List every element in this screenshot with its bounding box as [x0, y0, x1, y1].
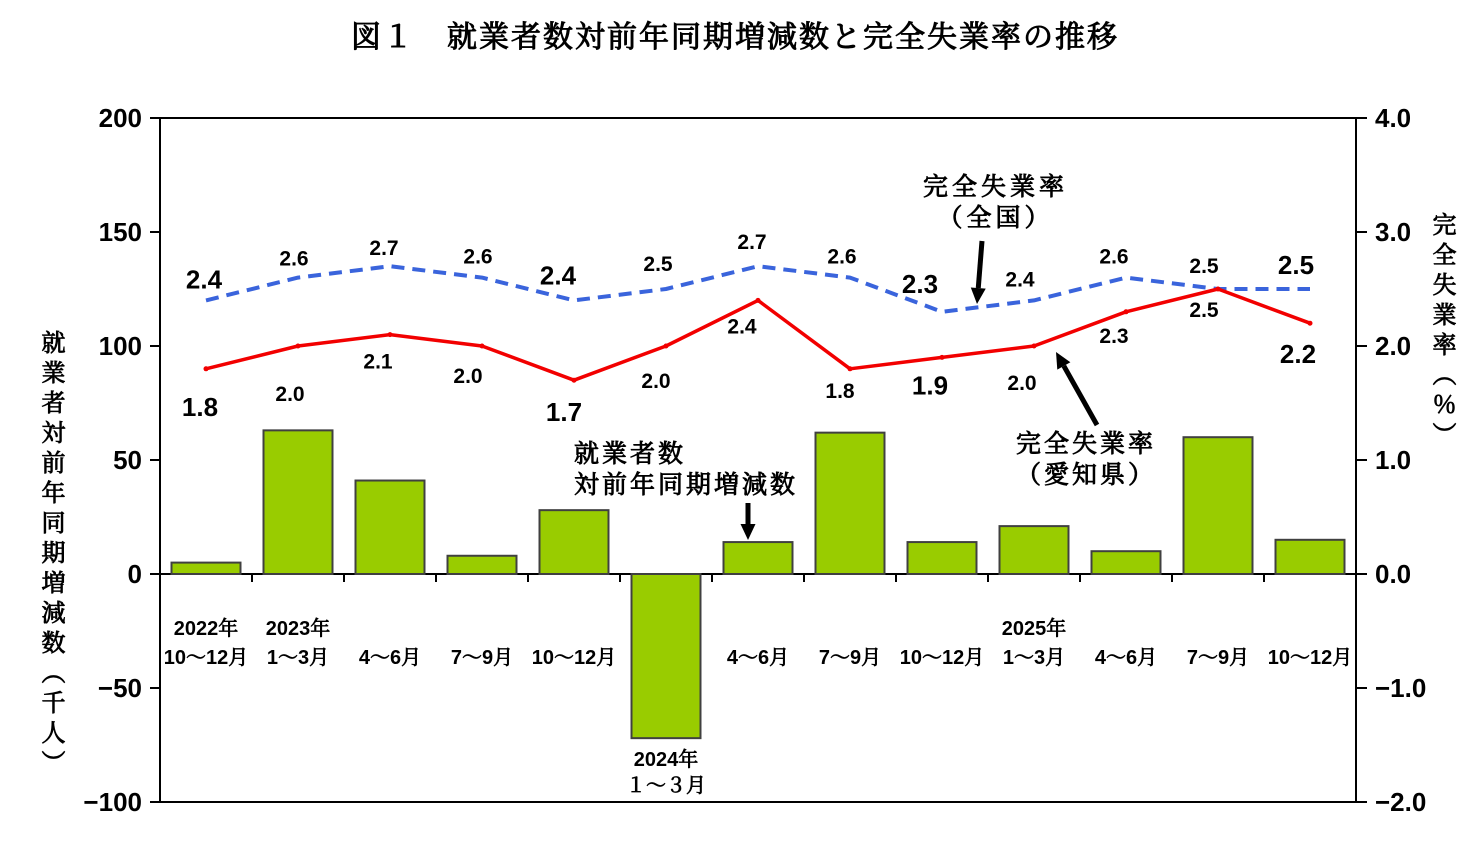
aichi-line-marker [204, 366, 209, 371]
national-value-label: 2.7 [369, 237, 399, 261]
x-axis-quarter-label: 1～3月 [266, 647, 330, 669]
x-axis-quarter-label: 10～12月 [163, 647, 249, 669]
employment-change-bar [724, 542, 793, 574]
employment-change-bar [908, 542, 977, 574]
national-value-label: 2.6 [1099, 245, 1129, 269]
aichi-value-label: 2.3 [1099, 324, 1129, 348]
left-axis-tick-label: 0 [127, 559, 142, 589]
chart-title: 図１ 就業者数対前年同期増減数と完全失業率の推移 [351, 21, 1119, 54]
x-axis-quarter-label: 4～6月 [358, 647, 422, 669]
x-axis-year-label: 2022年 [173, 618, 239, 640]
x-axis-year-label: 2023年 [265, 618, 331, 640]
annotation-aichi-unemployment [997, 429, 1175, 491]
employment-change-bar [1092, 551, 1161, 574]
aichi-line-marker [940, 355, 945, 360]
aichi-line-marker [388, 332, 393, 337]
national-annotation-arrow [978, 241, 982, 288]
aichi-value-label: 1.9 [911, 370, 949, 401]
aichi-line-marker [1216, 287, 1221, 292]
employment-change-bar [356, 481, 425, 574]
employment-change-bar [540, 510, 609, 574]
left-axis-title: 就業者対前年同期増減数（千人） [37, 330, 64, 780]
left-axis-tick-label: 150 [98, 217, 142, 247]
national-value-label: 2.6 [463, 245, 493, 269]
right-axis-tick-label: −1.0 [1375, 673, 1427, 703]
left-axis-tick-label: −50 [97, 673, 142, 703]
aichi-line-marker [1124, 309, 1129, 314]
aichi-line-marker [1032, 344, 1037, 349]
left-axis-tick-label: 200 [98, 103, 142, 133]
aichi-value-label: 1.8 [181, 391, 219, 422]
x-axis-quarter-label: 4～6月 [1094, 647, 1158, 669]
employment-change-bar [1184, 437, 1253, 574]
aichi-value-label: 2.4 [727, 315, 757, 339]
aichi-value-label: 2.5 [1189, 299, 1219, 322]
right-axis-tick-label: −2.0 [1375, 787, 1427, 817]
right-axis-tick-label: 0.0 [1375, 559, 1412, 589]
employment-change-bar [448, 556, 517, 574]
aichi-line-marker [572, 378, 577, 383]
annotation-aichi-line1: 完全失業率 [1015, 430, 1156, 458]
national-value-label: 2.4 [1005, 268, 1035, 292]
aichi-value-label: 1.8 [825, 379, 855, 403]
annotation-national-line1: 完全失業率 [922, 173, 1068, 201]
right-axis-tick-label: 3.0 [1375, 217, 1412, 247]
x-axis-quarter-label: 7～9月 [1186, 647, 1250, 669]
right-axis-title: 完全失業率（％） [1428, 212, 1455, 452]
national-value-label: 2.4 [539, 260, 577, 291]
x-axis-quarter-label: 10～12月 [1267, 647, 1353, 669]
aichi-value-label: 1.7 [545, 397, 583, 428]
national-value-label: 2.6 [827, 245, 857, 269]
aichi-line-marker [296, 344, 301, 349]
employment-change-bar [816, 433, 885, 574]
aichi-value-label: 2.1 [363, 350, 393, 374]
annotation-aichi-line2: （愛知県） [1015, 461, 1156, 489]
left-axis-tick-label: −100 [83, 787, 142, 817]
x-axis-quarter-label: 7～9月 [450, 647, 514, 669]
employment-change-bar [1000, 526, 1069, 574]
x-axis-year-label: 2025年 [1001, 618, 1067, 640]
aichi-value-label: 2.0 [275, 383, 305, 406]
national-value-label: 2.4 [185, 264, 223, 295]
national-annotation-arrow-head [971, 287, 986, 304]
national-value-label: 2.7 [737, 231, 767, 255]
x-axis-quarter-label: 4～6月 [726, 647, 790, 669]
aichi-value-label: 2.0 [1007, 372, 1037, 395]
x-axis-quarter-label: 1～3月 [1002, 647, 1066, 669]
employment-change-bar [264, 430, 333, 574]
annotation-national-line2: （全国） [937, 204, 1054, 232]
employment-annotation-arrow-head [741, 524, 756, 540]
x-axis-quarter-label: 10～12月 [899, 647, 985, 669]
aichi-line-marker [848, 366, 853, 371]
aichi-line-marker [756, 298, 761, 303]
annotation-employment-line2: 対前年同期増減数 [574, 471, 799, 499]
national-value-label: 2.5 [1189, 255, 1219, 278]
national-value-label: 2.6 [279, 247, 309, 271]
annotation-employment-line1: 就業者数 [574, 440, 687, 468]
aichi-line-marker [1308, 321, 1313, 326]
national-value-label: 2.3 [901, 268, 939, 299]
left-axis-tick-label: 100 [98, 331, 142, 361]
aichi-line-marker [480, 344, 485, 349]
employment-change-bar [172, 563, 241, 574]
x-axis-quarter-label: 7～9月 [818, 647, 882, 669]
left-axis-tick-label: 50 [113, 445, 142, 475]
national-value-label: 2.5 [643, 253, 673, 276]
national-unemployment-line [206, 266, 1310, 312]
aichi-value-label: 2.0 [453, 365, 483, 388]
x-axis-quarter-label: １～３月 [626, 775, 706, 798]
employment-change-bar [632, 574, 701, 738]
national-value-label: 2.5 [1277, 250, 1315, 280]
aichi-line-marker [664, 344, 669, 349]
right-axis-tick-label: 2.0 [1375, 331, 1412, 361]
aichi-value-label: 2.2 [1279, 339, 1317, 370]
aichi-value-label: 2.0 [641, 370, 671, 393]
right-axis-tick-label: 1.0 [1375, 445, 1412, 475]
aichi-annotation-arrow [1064, 366, 1097, 425]
annotation-employment-change [574, 439, 798, 501]
employment-change-bar [1276, 540, 1345, 574]
annotation-national-unemployment [898, 172, 1093, 234]
x-axis-year-label: 2024年 [633, 749, 699, 772]
right-axis-tick-label: 4.0 [1375, 103, 1412, 133]
x-axis-quarter-label: 10～12月 [531, 647, 617, 669]
